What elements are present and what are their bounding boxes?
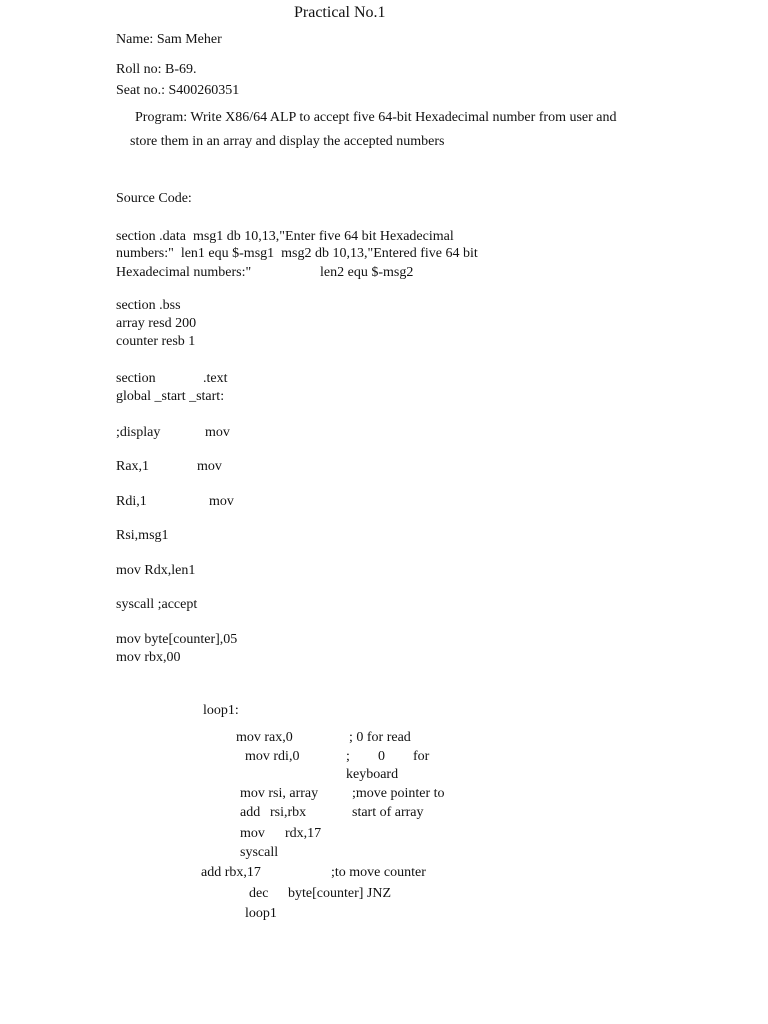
code-comment: ; 0 for read xyxy=(349,730,411,745)
code-comment: keyboard xyxy=(346,767,399,782)
code-token: mov rdi,0 xyxy=(245,749,300,764)
code-line: Rsi,msg1 xyxy=(116,528,169,543)
code-token: dec xyxy=(249,886,269,901)
code-token: mov xyxy=(240,826,265,841)
code-line: mov Rdx,len1 xyxy=(116,563,196,578)
code-line: numbers:" len1 equ $-msg1 msg2 db 10,13,"Entered five 64 bit xyxy=(116,246,478,261)
code-token: mov xyxy=(205,425,230,440)
code-token: rsi,rbx xyxy=(270,805,307,820)
program-statement-line-2: store them in an array and display the accepted numbers xyxy=(130,134,445,149)
code-line: global _start _start: xyxy=(116,389,225,404)
code-line: syscall ;accept xyxy=(116,597,198,612)
code-comment: for xyxy=(413,749,430,764)
code-line: array resd 200 xyxy=(116,316,197,331)
seat-number: Seat no.: S400260351 xyxy=(116,83,240,98)
code-token: mov rax,0 xyxy=(236,730,293,745)
loop-label: loop1: xyxy=(203,703,239,718)
code-line: counter resb 1 xyxy=(116,334,196,349)
code-line: mov rbx,00 xyxy=(116,650,181,665)
code-line: section .data msg1 db 10,13,"Enter five 64 bit Hexadecimal xyxy=(116,229,454,244)
code-token: mov xyxy=(209,494,234,509)
code-comment: 0 xyxy=(378,749,385,764)
code-line: len2 equ $-msg2 xyxy=(320,265,414,280)
code-token: Rdi,1 xyxy=(116,494,147,509)
page-title: Practical No.1 xyxy=(294,4,386,21)
code-comment: ;to move counter xyxy=(331,865,426,880)
code-token: add xyxy=(240,805,261,820)
code-line: mov byte[counter],05 xyxy=(116,632,238,647)
code-token: add rbx,17 xyxy=(201,865,261,880)
code-comment: start of array xyxy=(352,805,424,820)
code-line: Hexadecimal numbers:" xyxy=(116,265,252,280)
code-token: ;display xyxy=(116,425,161,440)
code-token: byte[counter] JNZ xyxy=(288,886,392,901)
code-token: Rax,1 xyxy=(116,459,150,474)
code-token: loop1 xyxy=(245,906,277,921)
code-token: section xyxy=(116,371,156,386)
code-comment: ;move pointer to xyxy=(352,786,445,801)
student-name: Name: Sam Meher xyxy=(116,32,222,47)
code-token: mov rsi, array xyxy=(240,786,319,801)
code-token: rdx,17 xyxy=(285,826,322,841)
program-statement-line-1: Program: Write X86/64 ALP to accept five 64-bit Hexadecimal number from user and xyxy=(135,110,617,125)
code-comment: ; xyxy=(346,749,350,764)
code-token: .text xyxy=(203,371,228,386)
code-token: mov xyxy=(197,459,222,474)
source-code-heading: Source Code: xyxy=(116,191,192,206)
roll-number: Roll no: B-69. xyxy=(116,62,197,77)
code-token: syscall xyxy=(240,845,279,860)
code-line: section .bss xyxy=(116,298,181,313)
